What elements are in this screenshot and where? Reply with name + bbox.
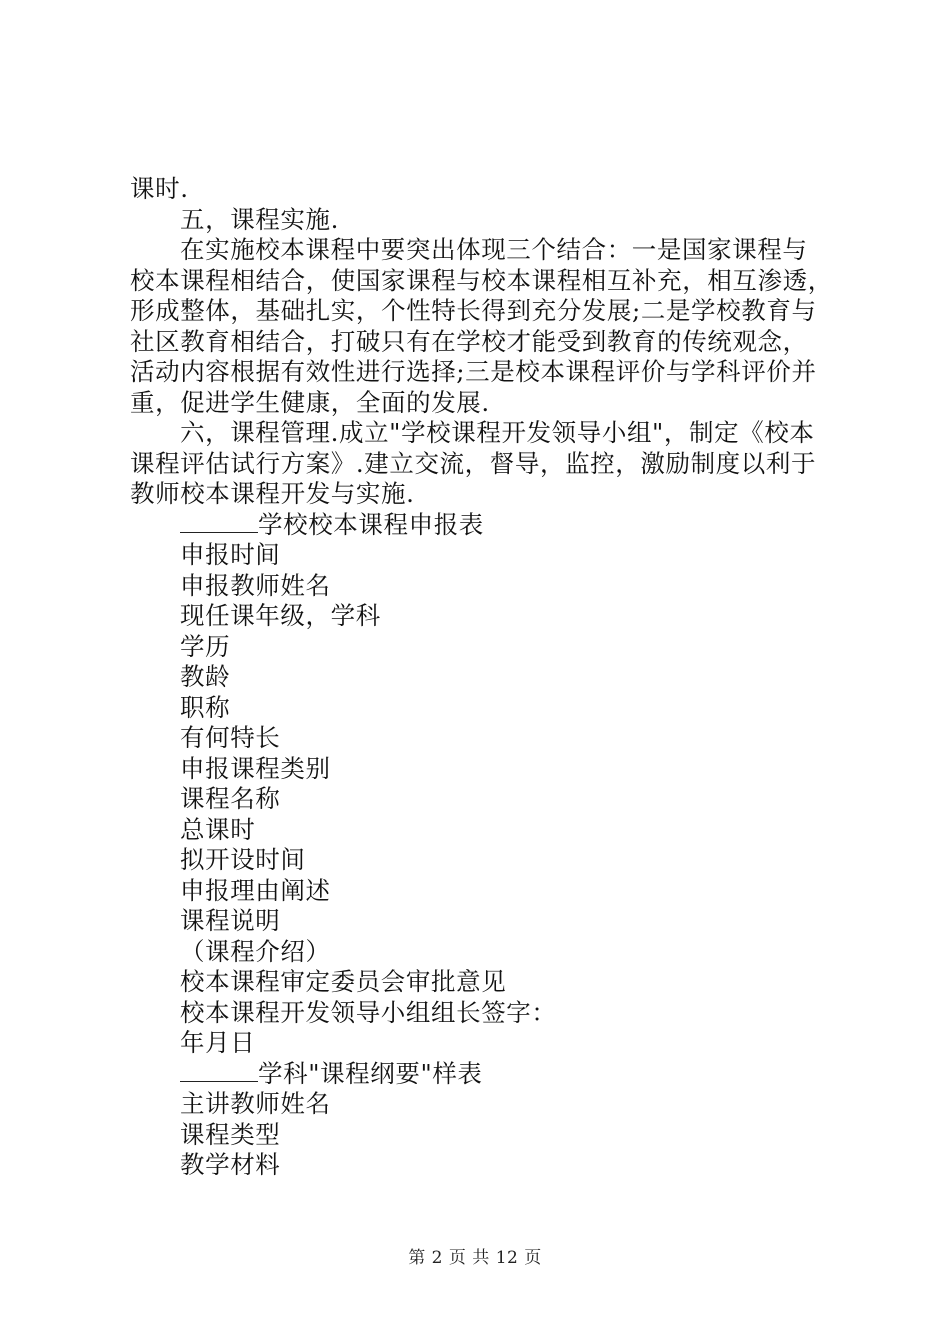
form2-title-text: 学科"课程纲要"样表 bbox=[258, 1058, 483, 1088]
form1-field: 现任课年级，学科 bbox=[180, 601, 381, 630]
form1-field: 拟开设时间 bbox=[180, 845, 306, 874]
page-footer: 第 2 页 共 12 页 bbox=[408, 1248, 542, 1268]
form1-field: 课程名称 bbox=[180, 784, 281, 813]
form1-field: 校本课程审定委员会审批意见 bbox=[180, 967, 507, 996]
text-line-1: 课时. bbox=[130, 174, 189, 203]
text-line-7: 活动内容根据有效性进行选择;三是校本课程评价与学科评价并 bbox=[130, 357, 817, 386]
form1-field: 申报时间 bbox=[180, 540, 281, 569]
form1-title-text: 学校校本课程申报表 bbox=[258, 509, 484, 539]
text-line-11: 教师校本课程开发与实施. bbox=[130, 479, 415, 508]
section-heading-implementation: 五，课程实施. bbox=[180, 204, 339, 234]
text-line-6: 社区教育相结合，打破只有在学校才能受到教育的传统观念， bbox=[130, 326, 808, 356]
blank-underline bbox=[180, 510, 258, 533]
form1-field: 课程说明 bbox=[180, 906, 281, 935]
form1-field: 学历 bbox=[180, 631, 231, 661]
form1-field: 职称 bbox=[180, 692, 231, 722]
section-heading-management: 六，课程管理.成立"学校课程开发领导小组"，制定《校本 bbox=[180, 418, 815, 447]
text-line-4: 校本课程相结合，使国家课程与校本课程相互补充，相互渗透， bbox=[130, 265, 833, 295]
text-line-5: 形成整体，基础扎实，个性特长得到充分发展;二是学校教育与 bbox=[130, 296, 817, 325]
form2-title bbox=[130, 1059, 830, 1090]
form1-field: 申报教师姓名 bbox=[180, 570, 331, 600]
form1-field: 总课时 bbox=[180, 814, 256, 844]
form1-field: 教龄 bbox=[180, 662, 231, 691]
form1-title bbox=[130, 510, 830, 541]
form1-field: 年月日 bbox=[180, 1028, 256, 1057]
form2-field: 主讲教师姓名 bbox=[180, 1089, 331, 1118]
document-body bbox=[130, 174, 833, 1181]
form1-field: 校本课程开发领导小组组长签字： bbox=[180, 997, 557, 1027]
text-line-10: 课程评估试行方案》.建立交流，督导，监控，激励制度以利于 bbox=[130, 448, 817, 478]
text-line-8: 重，促进学生健康，全面的发展. bbox=[130, 387, 490, 417]
text-line-3: 在实施校本课程中要突出体现三个结合：一是国家课程与 bbox=[180, 235, 808, 264]
form1-field: （课程介绍） bbox=[180, 936, 331, 966]
form1-field: 有何特长 bbox=[180, 723, 281, 752]
form2-field: 教学材料 bbox=[180, 1150, 281, 1179]
blank-underline bbox=[180, 1059, 258, 1082]
form1-field: 申报课程类别 bbox=[180, 753, 331, 783]
form2-field: 课程类型 bbox=[180, 1119, 281, 1149]
form1-field: 申报理由阐述 bbox=[180, 875, 331, 905]
